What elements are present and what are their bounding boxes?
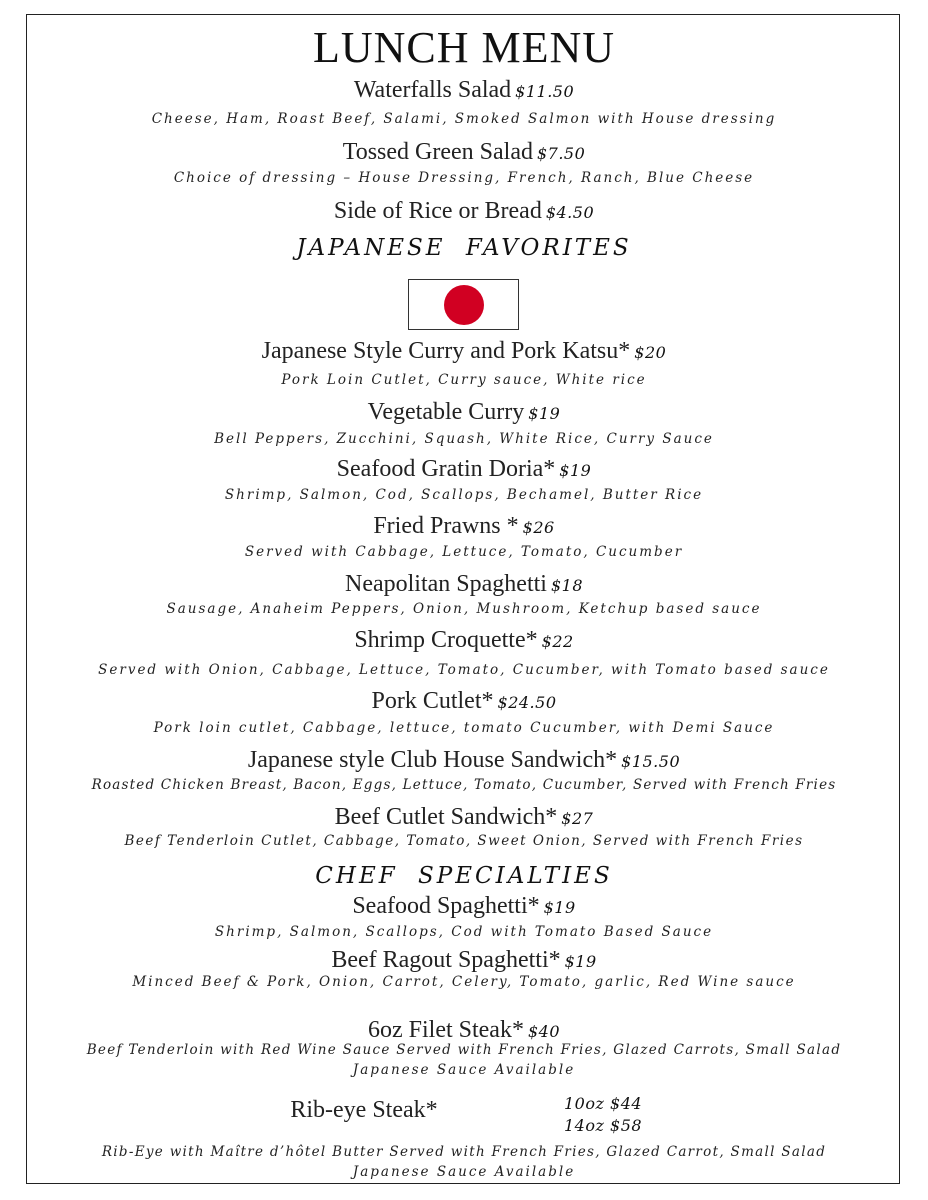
- item-price: $19: [543, 898, 576, 917]
- item-side-rice-bread: [0, 196, 928, 228]
- item-note: Japanese Sauce Available: [352, 1164, 576, 1180]
- item-description: Bell Peppers, Zucchini, Squash, White Rice, Curry Sauce: [214, 431, 714, 447]
- item-name: Vegetable Curry: [367, 399, 525, 425]
- item-description: Served with Cabbage, Lettuce, Tomato, Cucumber: [244, 544, 684, 560]
- item-tossed-green-salad: [0, 137, 928, 169]
- item-price-10oz: 10oz $44: [564, 1094, 643, 1113]
- item-name: Waterfalls Salad: [353, 77, 512, 103]
- item-seafood-spaghetti: [0, 891, 928, 923]
- item-waterfalls-salad: [0, 75, 928, 107]
- item-seafood-gratin-doria: [0, 454, 928, 486]
- item-name: 6oz Filet Steak*: [367, 1017, 524, 1043]
- section-heading-chef-specialties: CHEF SPECIALTIES: [315, 863, 613, 889]
- item-name: Pork Cutlet*: [371, 688, 494, 714]
- item-name: Beef Cutlet Sandwich*: [334, 804, 558, 830]
- item-name: Japanese Style Curry and Pork Katsu*: [261, 338, 631, 364]
- item-name: Fried Prawns *: [373, 513, 519, 539]
- item-name: Japanese style Club House Sandwich*: [247, 747, 618, 773]
- item-price: $24.50: [497, 693, 557, 712]
- item-description: Pork loin cutlet, Cabbage, lettuce, tomato Cucumber, with Demi Sauce: [153, 720, 775, 736]
- item-name: Seafood Gratin Doria*: [336, 456, 556, 482]
- item-note: Japanese Sauce Available: [352, 1062, 576, 1078]
- item-description: Sausage, Anaheim Peppers, Onion, Mushroom, Ketchup based sauce: [166, 601, 762, 617]
- menu-title: LUNCH MENU: [312, 23, 616, 72]
- item-description: Beef Tenderloin Cutlet, Cabbage, Tomato, Sweet Onion, Served with French Fries: [124, 833, 804, 849]
- item-price: $19: [528, 404, 561, 423]
- item-name: Neapolitan Spaghetti: [345, 571, 547, 597]
- item-shrimp-croquette: [0, 625, 928, 657]
- item-description: Shrimp, Salmon, Scallops, Cod with Tomato Based Sauce: [214, 924, 714, 940]
- item-description: Choice of dressing – House Dressing, French, Ranch, Blue Cheese: [173, 170, 755, 186]
- item-description: Beef Tenderloin with Red Wine Sauce Served with French Fries, Glazed Carrots, Small Salad: [86, 1042, 842, 1058]
- item-description: Minced Beef & Pork, Onion, Carrot, Celery, Tomato, garlic, Red Wine sauce: [132, 974, 796, 990]
- item-club-house-sandwich: [0, 745, 928, 777]
- item-price: $7.50: [536, 144, 586, 163]
- item-description: Rib-Eye with Maître d’hôtel Butter Served with French Fries, Glazed Carrot, Small Salad: [101, 1144, 827, 1160]
- item-price-14oz: 14oz $58: [564, 1116, 643, 1135]
- item-fried-prawns: [0, 511, 928, 543]
- item-name: Beef Ragout Spaghetti*: [331, 947, 561, 973]
- item-description: Served with Onion, Cabbage, Lettuce, Tomato, Cucumber, with Tomato based sauce: [98, 662, 830, 678]
- item-price: $27: [561, 809, 594, 828]
- item-price: $40: [527, 1022, 561, 1041]
- item-description: Shrimp, Salmon, Cod, Scallops, Bechamel, Butter Rice: [224, 487, 704, 503]
- item-name: Side of Rice or Bread: [333, 198, 542, 224]
- item-description: Cheese, Ham, Roast Beef, Salami, Smoked Salmon with House dressing: [151, 111, 777, 127]
- item-price: $19: [559, 461, 592, 480]
- ribeye-price-list: [564, 1093, 684, 1137]
- flag-red-disc: [444, 285, 484, 325]
- item-description: Pork Loin Cutlet, Curry sauce, White rice: [281, 372, 647, 388]
- item-curry-pork-katsu: [0, 336, 928, 368]
- section-heading-japanese-favorites: JAPANESE FAVORITES: [296, 235, 632, 261]
- item-price: $19: [564, 952, 597, 971]
- item-price: $4.50: [545, 203, 595, 222]
- item-ribeye-steak: [0, 1095, 828, 1125]
- item-pork-cutlet: [0, 686, 928, 718]
- item-name: Shrimp Croquette*: [354, 627, 538, 653]
- japanese-flag-image: [408, 279, 519, 330]
- item-price: $20: [634, 343, 667, 362]
- item-price: $11.50: [515, 82, 575, 101]
- item-price: $22: [541, 632, 574, 651]
- item-price: $18: [550, 576, 583, 595]
- item-name: Seafood Spaghetti*: [352, 893, 540, 919]
- item-description: Roasted Chicken Breast, Bacon, Eggs, Lettuce, Tomato, Cucumber, Served with French Fries: [91, 777, 837, 793]
- item-vegetable-curry: [0, 397, 928, 429]
- item-beef-cutlet-sandwich: [0, 802, 928, 834]
- item-neapolitan-spaghetti: [0, 569, 928, 601]
- item-name: Tossed Green Salad: [342, 139, 533, 165]
- item-price: $15.50: [621, 752, 681, 771]
- item-price: $26: [522, 518, 555, 537]
- item-name: Rib-eye Steak*: [290, 1097, 438, 1123]
